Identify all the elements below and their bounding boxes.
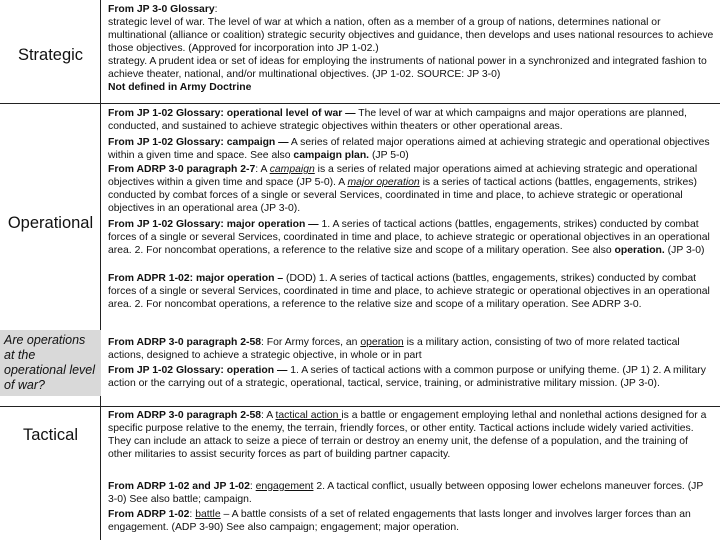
question-callout: Are operations at the operational level of war? — [0, 330, 101, 396]
operational-p3: From ADRP 3-0 paragraph 2-7: A campaign is a series of related major operations aimed at achieving strategic and operational objectives within a given time and space (JP 5-0). A major operation is a series of tactical actions (battles, engagements, strikes) conducted by combat forces of a single or several Services, coordinated in time and place, to achieve strategic or operational objectives in an operational area (JP 3-0). — [108, 164, 698, 214]
strategic-section — [108, 3, 714, 94]
tactical-p3: From ADRP 1-02: battle – A battle consists of a set of related engagements that lasts longer and involves larger forces than an engagement. (ADP 3-90) See also campaign; engagement; major operation. — [108, 509, 691, 533]
tactical-p2: From ADRP 1-02 and JP 1-02: engagement 2. A tactical conflict, usually between opposing lower echelons maneuver forces. (JP 3-0) See also battle; campaign. — [108, 481, 704, 505]
row-divider-operational — [0, 406, 720, 407]
operational-p5: From ADPR 1-02: major operation – (DOD) 1. A series of tactical actions (battles, engagements, strikes) conducted by combat forces of a single or several Services, coordinated in time and place, to achieve strategic or operational objectives in an operational area. 2. For noncombat operations, a reference to the relative size and scope of a military operation. See ADRP 3-0. — [108, 273, 710, 310]
operational-p1: From JP 1-02 Glossary: operational level of war — The level of war at which campaigns and major operations are planned, conducted, and sustained to achieve strategic objectives within theaters or other operational areas. — [108, 108, 687, 132]
operational-p6: From ADRP 3-0 paragraph 2-58: For Army forces, an operation is a military action, consisting of two of more related tactical actions, designed to achieve a strategic objective, in whole or in part — [108, 337, 680, 361]
strategy-definition: strategy. A prudent idea or set of ideas for employing the instruments of national power in a synchronized and integrated fashion to achieve theater, national, and/or multinational objectives. (JP 1-02. SOURCE: JP 3-0) — [108, 56, 707, 80]
left-column-divider — [0, 0, 101, 540]
row-divider-strategic — [0, 103, 720, 104]
operational-p7: From JP 1-02 Glossary: operation — 1. A series of tactical actions with a common purpose or unifying theme. (JP 1) 2. A military action or the carrying out of a strategic, operational, tactical, service, training, or administrative military mission. (JP 3-0). — [108, 365, 706, 389]
operational-p2: From JP 1-02 Glossary: campaign — A series of related major operations aimed at achieving strategic and operational objectives within a given time and space. See also campaign plan. (JP 5-0) — [108, 137, 710, 161]
strategic-heading: From JP 3-0 Glossary: — [108, 4, 218, 15]
strategic-level-definition: strategic level of war. The level of war at which a nation, often as a member of a group of nations, determines national or multinational (alliance or coalition) strategic security objectives and guidance, then develops and uses national resources to achieve those objectives. (Approved for incorporation into JP 1-02.) — [108, 17, 714, 54]
operational-p4: From JP 1-02 Glossary: major operation — 1. A series of tactical actions (battles, engagements, strikes) conducted by combat forces of a single or several Services, coordinated in time and place, to achieve strategic or operational objectives in an operational area. 2. For noncombat operations, a reference to the relative size and scope of a military operation. See also operation. (JP 3-0) — [108, 219, 710, 256]
tactical-p1: From ADRP 3-0 paragraph 2-58: A tactical action is a battle or engagement employing lethal and nonlethal actions designed for a specific purpose relative to the enemy, the terrain, friendly forces, or other entity. Tactical actions include widely varied activities. They can include an attack to seize a piece of terrain or destroy an enemy unit, the defense of a population, and the training of other militaries to assist security forces as part of building partner capacity. — [108, 410, 707, 460]
strategic-army-note: Not defined in Army Doctrine — [108, 82, 252, 93]
row-label-tactical: Tactical — [22, 426, 79, 444]
row-label-strategic: Strategic — [17, 46, 84, 64]
row-label-operational: Operational — [7, 214, 94, 232]
